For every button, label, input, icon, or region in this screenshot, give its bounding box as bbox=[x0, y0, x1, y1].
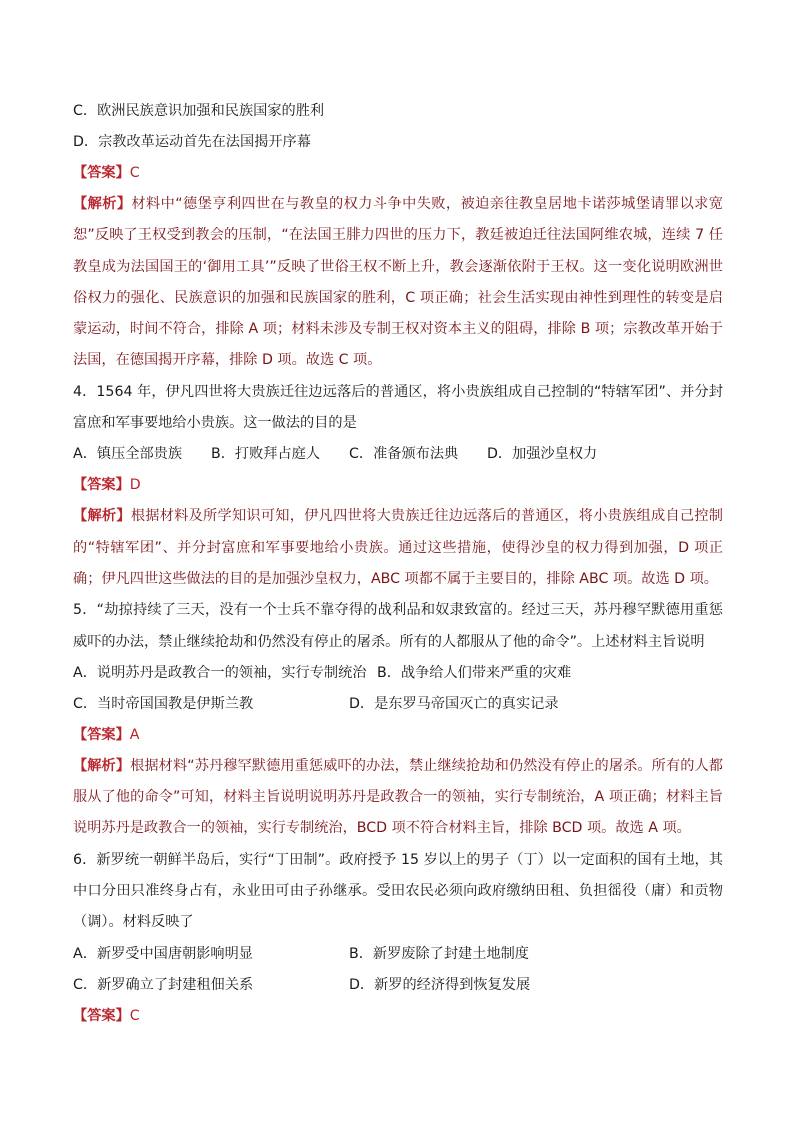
q4-explanation bbox=[73, 501, 723, 595]
explanation-tag: 【解析】 bbox=[73, 757, 131, 774]
q5-option-d: D．是东罗马帝国灭亡的真实记录 bbox=[349, 695, 559, 712]
q5-options-row2 bbox=[73, 689, 723, 720]
answer-value: A bbox=[129, 726, 140, 743]
q3-option-d bbox=[73, 127, 723, 158]
q5-option-c: C．当时帝国国教是伊斯兰教 bbox=[73, 695, 254, 712]
q4-options bbox=[73, 439, 723, 470]
q6-option-b: B．新罗废除了封建土地制度 bbox=[349, 945, 529, 962]
answer-tag: 【答案】 bbox=[73, 726, 130, 743]
explanation-tag: 【解析】 bbox=[73, 508, 131, 525]
q4-option-b: B．打败拜占庭人 bbox=[211, 446, 321, 463]
q3-option-c bbox=[73, 96, 723, 127]
option-text: C．欧洲民族意识加强和民族国家的胜利 bbox=[73, 103, 325, 119]
answer-value: C bbox=[129, 165, 140, 181]
question-text: 6．新罗统一朝鲜半岛后，实行“丁田制”。政府授予 15 岁以上的男子（丁）以一定面积的国有土地，其中口分田只准终身占有，永业田可由子孙继承。受田农民必须向政府缴纳田租、负担徭役（庸）和贡物（调）。材料反映了 bbox=[73, 851, 723, 931]
explanation-text: 材料中“德堡亨利四世在与教皇的权力斗争中失败，被迫亲往教皇居地卡诺莎城堡请罪以求宽恕”反映了王权受到教会的压制，“在法国王腓力四世的压力下，教廷被迫迁往法国阿维农城，连续 7 任教皇成为法国国王的‘御用工具’”反映了世俗王权不断上升，教会逐渐依附于王权。这一变化说明欧洲世俗权力的强化、民族意识的加强和民族国家的胜利，C 项正确；社会生活实现由神性到理性的转变是启蒙运动，时间不符合，排除 A 项；材料未涉及专制王权对资本主义的阻碍，排除 B 项；宗教改革开始于法国，在德国揭开序幕，排除 D 项。故选 C 项。 bbox=[73, 196, 723, 369]
q4-option-d: D．加强沙皇权力 bbox=[487, 446, 598, 463]
q5-option-a: A．说明苏丹是政教合一的领袖，实行专制统治 bbox=[73, 664, 367, 681]
q5-answer bbox=[73, 720, 723, 751]
q3-explanation bbox=[73, 189, 723, 377]
answer-value: C bbox=[129, 1007, 140, 1024]
q6-stem bbox=[73, 845, 723, 939]
q6-option-a: A．新罗受中国唐朝影响明显 bbox=[73, 945, 253, 962]
explanation-text: 根据材料及所学知识可知，伊凡四世将大贵族迁往边远落后的普通区，将小贵族组成自己控制的“特辖军团”、并分封富庶和军事要地给小贵族。通过这些措施，使得沙皇的权力得到加强，D 项正确；伊凡四世这些做法的目的是加强沙皇权力，ABC 项都不属于主要目的，排除 ABC 项。故选 D 项。 bbox=[73, 508, 723, 587]
q4-stem bbox=[73, 377, 723, 440]
q6-options-row2 bbox=[73, 970, 723, 1001]
answer-value: D bbox=[129, 477, 141, 494]
q6-options-row1 bbox=[73, 939, 723, 970]
q4-answer bbox=[73, 470, 723, 501]
question-text: 5．“劫掠持续了三天，没有一个士兵不靠夺得的战利品和奴隶致富的。经过三天，苏丹穆罕默德用重惩威吓的办法，禁止继续抢劫和仍然没有停止的屠杀。所有的人都服从了他的命令”。上述材料主旨说明 bbox=[73, 602, 723, 650]
question-text: 4．1564 年，伊凡四世将大贵族迁往边远落后的普通区，将小贵族组成自己控制的“特辖军团”、并分封富庶和军事要地给小贵族。这一做法的目的是 bbox=[73, 383, 723, 432]
answer-tag: 【答案】 bbox=[73, 477, 130, 494]
q4-option-c: C．准备颁布法典 bbox=[349, 446, 459, 463]
q6-option-c: C．新罗确立了封建租佃关系 bbox=[73, 976, 254, 993]
document-page bbox=[73, 96, 723, 1032]
option-text: D．宗教改革运动首先在法国揭开序幕 bbox=[73, 134, 311, 150]
q5-options-row1 bbox=[73, 658, 723, 689]
q5-stem bbox=[73, 595, 723, 658]
q5-explanation bbox=[73, 751, 723, 845]
answer-tag: 【答案】 bbox=[73, 1007, 130, 1024]
q3-answer bbox=[73, 158, 723, 189]
q6-option-d: D．新罗的经济得到恢复发展 bbox=[349, 976, 531, 993]
explanation-tag: 【解析】 bbox=[73, 196, 132, 212]
q5-option-b: B．战争给人们带来严重的灾难 bbox=[377, 664, 572, 681]
q4-option-a: A．镇压全部贵族 bbox=[73, 446, 183, 463]
answer-tag: 【答案】 bbox=[73, 165, 130, 181]
q6-answer bbox=[73, 1001, 723, 1032]
explanation-text: 根据材料“苏丹穆罕默德用重惩威吓的办法，禁止继续抢劫和仍然没有停止的屠杀。所有的人都服从了他的命令”可知，材料主旨说明说明苏丹是政教合一的领袖，实行专制统治，A 项正确；材料主旨说明苏丹是政教合一的领袖，实行专制统治，BCD 项不符合材料主旨，排除 BCD 项。故选 A 项。 bbox=[73, 757, 723, 837]
